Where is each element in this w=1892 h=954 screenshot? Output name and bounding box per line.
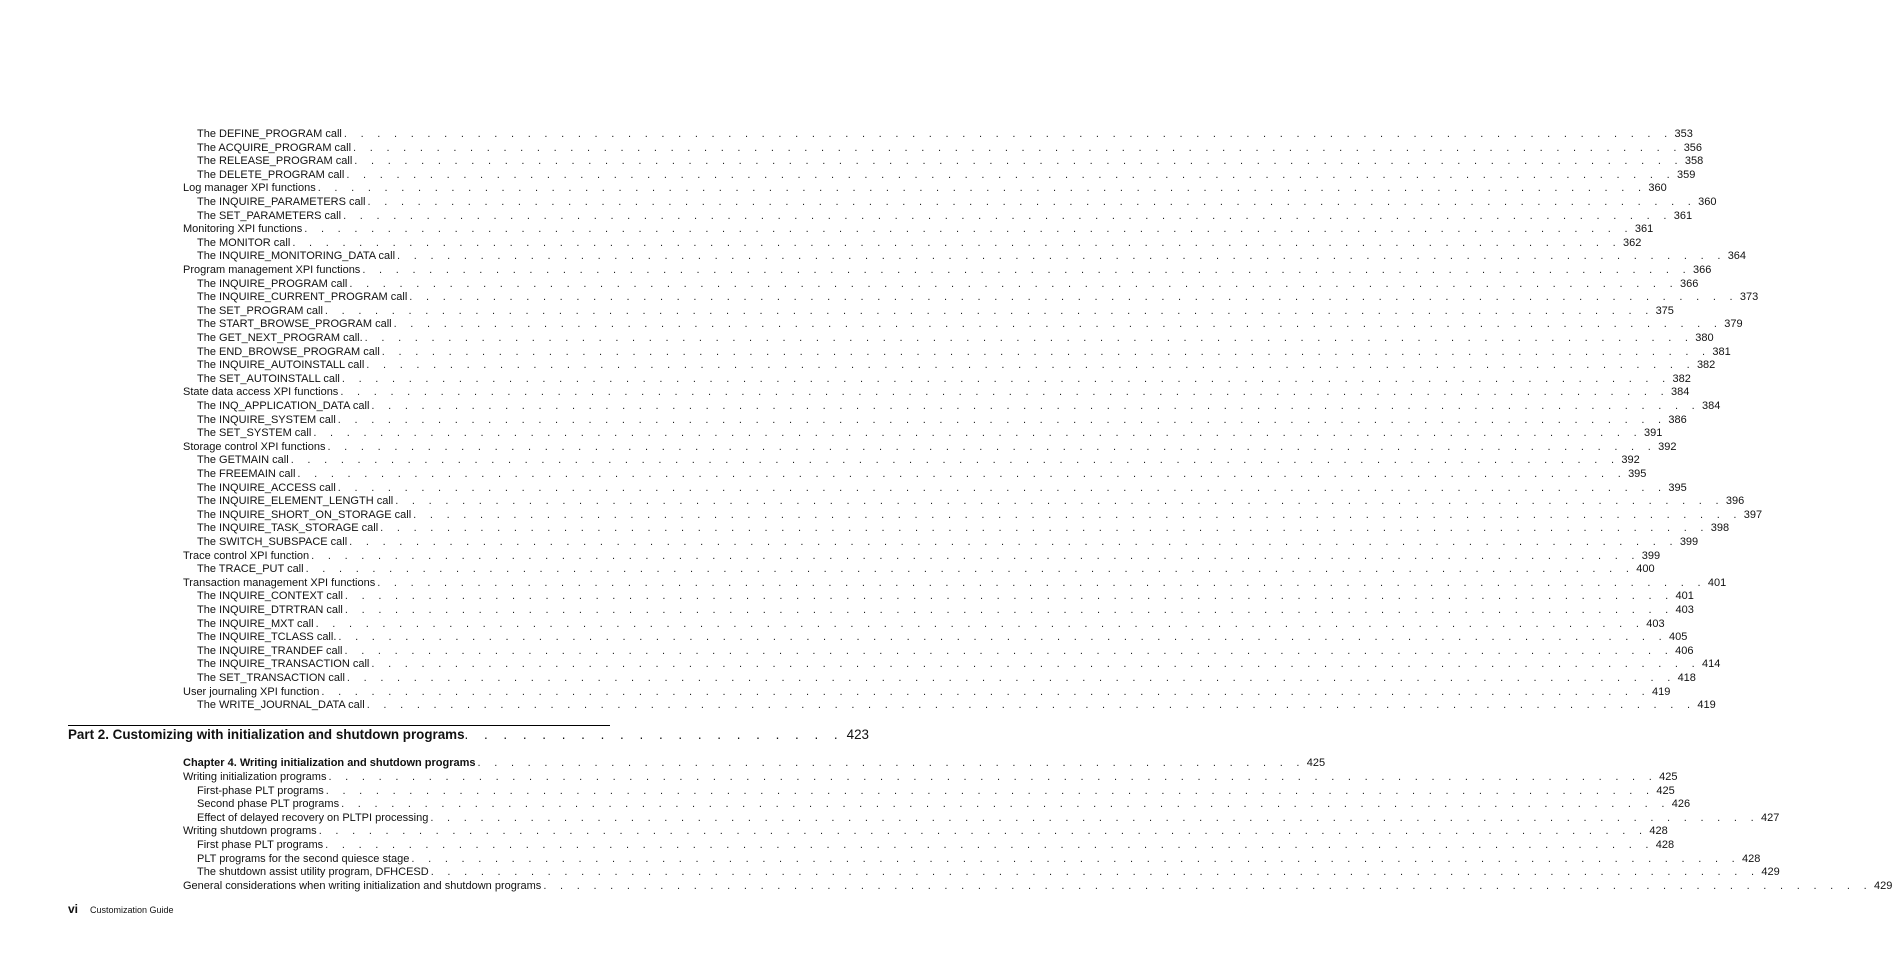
dot-leader: . . . . . . . . . . . . . . . . . . . . . . . . . . . . . . . . . . . . . . . . . . . . . . . . . . . . . . . . . . . . . . . . . . . . . . . . . . . . . . . . [397, 250, 1726, 263]
toc-subsection-entry[interactable] [197, 453, 1640, 467]
dot-leader: . . . . . . . . . . . . . . . . . . . . . . . . . . . . . . . . . . . . . . . . . . . . . . . . . . . . . . . . . . . . . . . . . . . . . . . . . . . . . . . . [393, 318, 1723, 331]
toc-entry-label: The GETMAIN call [197, 454, 289, 467]
toc-entry-page-number: 403 [1646, 617, 1665, 630]
dot-leader: . . . . . . . . . . . . . . . . . . . . . . . . . . . . . . . . . . . . . . . . . . . . . . . . . . . . . . . . . . . . . . . . . . . . . . . . . . . . . . . . [337, 481, 1667, 494]
toc-entry-page-number: 395 [1668, 481, 1687, 494]
dot-leader: . . . . . . . . . . . . . . . . . . . . . . . . . . . . . . . . . . . . . . . . . . . . . . . . . . . . . . . . . . . . . . . . . . . . . . . . . . . . . . . . [315, 617, 1645, 630]
toc-subsection-entry[interactable] [197, 603, 1694, 617]
toc-subsection-entry[interactable] [197, 644, 1694, 658]
toc-section-entry[interactable] [183, 879, 1892, 893]
dot-leader: . . . . . . . . . . . . . . . . . . . . . . . . . . . . . . . . . . . . . . . . . . . . . . . . . . . . . . . . . . . . . . . . . . . . . . . . . . . . . . . . [328, 771, 1658, 783]
dot-leader: . . . . . . . . . . . . . . . . . . . . . . . . . . . . . . . . . . . . . . . . . . . . . . . . . . . . . . . . . . . . . . . . . . . . . . . . . . . . . . . . [341, 798, 1670, 811]
toc-entry-page-number: 392 [1658, 440, 1677, 453]
toc-entry-label: The DEFINE_PROGRAM call [197, 128, 342, 140]
toc-entry-page-number: 382 [1672, 372, 1691, 385]
dot-leader: . . . . . . . . . . . . . . . . . . . . . . . . . . . . . . . . . . . . . . . . . . . . . . . . . . . . . . . . . . . . . . . . . . . . . . . . . . . . . . . . [411, 852, 1741, 865]
toc-entry-label: The INQUIRE_TRANDEF call [197, 644, 343, 657]
toc-section-entry[interactable] [183, 576, 1727, 590]
toc-part-heading[interactable] [68, 726, 869, 744]
toc-entry-page-number: 382 [1696, 359, 1716, 372]
dot-leader: . . . . . . . . . . . . . . . . . . . . . . . . . . . . . . . . . . . . . . . . . . . . . . . . . . . . . . . . . . . . . . . . . . . . . . . . . . . . . . . . [317, 182, 1647, 195]
toc-entry-label: The INQUIRE_DTRTRAN call [197, 604, 343, 616]
toc-entry-label: The START_BROWSE_PROGRAM call [197, 318, 392, 331]
dot-leader: . . . . . . . . . . . . . . . . . . . . . . . . . . . . . . . . . . . . . . . . . . . . . . . . . . . . . . . . . . . . . . . . . . . . . . . . . . . . . . . . [297, 468, 1627, 480]
toc-entry-label: First-phase PLT programs [197, 784, 324, 797]
toc-entry-page-number: 401 [1707, 576, 1727, 589]
footer-book-title: Customization Guide [90, 905, 174, 915]
toc-entry-page-number: 427 [1760, 811, 1780, 824]
toc-subsection-entry[interactable] [197, 671, 1696, 685]
dot-leader: . . . . . . . . . . . . . . . . . . . . . . . . . . . . . . . . . . . . . . . . . . . . . . . . . . . . . . . . . . . . . . . . . . . . . . . . . . . . . . . . [325, 839, 1654, 851]
toc-entry-label: The DELETE_PROGRAM call [197, 168, 345, 181]
dot-leader: . . . . . . . . . . . . . . . . . . . . . . . . . . . . . . . . . . . . . . . . . . . . . . . . . . . . . . . . . . . . . . . . . . . . . . . . . . . . . . . . [377, 576, 1706, 589]
toc-entry-label: The INQUIRE_AUTOINSTALL call [197, 359, 365, 372]
toc-entry-label: The INQUIRE_TASK_STORAGE call [197, 522, 379, 535]
dot-leader: . . . . . . . . . . . . . . . . . . . . . . . . . . . . . . . . . . . . . . . . . . . . . . . . . . . . . . . . . . . . . . . . . . . . . . . . . . . . . . . . [366, 359, 1695, 372]
toc-entry-label: The TRACE_PUT call [197, 563, 304, 576]
toc-entry-page-number: 425 [1656, 784, 1675, 797]
chapter-page-number: 425 [1306, 757, 1326, 769]
dot-leader: . . . . . . . . . . . . . . . . . . . . . . . . . . . . . . . . . . . . . . . . . . . . . . . . . . . . . . . . . . . . . . . . . . . . . . . . . . . . . . . . [430, 811, 1759, 824]
toc-entry-page-number: 381 [1712, 345, 1731, 358]
toc-entry-label: The INQUIRE_MXT call [197, 617, 314, 630]
toc-subsection-entry[interactable] [197, 372, 1691, 386]
toc-entry-label: Program management XPI functions [183, 264, 361, 276]
toc-entry-label: The INQUIRE_TCLASS call. [197, 631, 337, 644]
toc-subsection-entry[interactable] [197, 127, 1693, 141]
toc-entry-label: The SET_AUTOINSTALL call [197, 372, 340, 385]
toc-section-entry[interactable] [183, 222, 1654, 236]
toc-entry-label: The FREEMAIN call [197, 468, 296, 480]
toc-entry-label: PLT programs for the second quiesce stage [197, 852, 410, 865]
toc-entry-page-number: 396 [1725, 495, 1745, 508]
toc-entry-label: The INQUIRE_ACCESS call [197, 481, 336, 494]
toc-subsection-entry[interactable] [197, 345, 1731, 359]
toc-subsection-entry[interactable] [197, 209, 1693, 223]
dot-leader: . . . . . . . . . . . . . . . . . . . . . . . . . . . . . . . . . . . . . . . . . . . . . . . . . . . . . . . . . . . . . . . . . . . . . . . . . . . . . . . . [346, 168, 1675, 181]
toc-subsection-entry[interactable] [197, 195, 1717, 209]
page-footer [68, 902, 174, 916]
toc-subsection-entry[interactable] [197, 494, 1745, 508]
toc-subsection-entry[interactable] [197, 481, 1687, 495]
toc-subsection-entry[interactable] [197, 154, 1704, 168]
toc-entry-label: The INQUIRE_SYSTEM call [197, 413, 336, 426]
dot-leader: . . . . . . . . . . . . . . . . . . . . . . . . . . . . . . . . . . . . . . . . . . . . . . . . . . . . . . . . . . . . . . . . . . . . . . . . . . . . . . . . [346, 672, 1676, 684]
toc-entry-page-number: 375 [1655, 304, 1674, 317]
toc-entry-page-number: 418 [1677, 672, 1696, 684]
dot-leader: . . . . . . . . . . . . . . . . . . . . . . . . . . . . . . . . . . . . . . . . . . . . . . . . . . . . . . . . . . . . . . . . . . . . . . . . . . . . . . . . [324, 304, 1654, 317]
toc-entry-label: The INQUIRE_TRANSACTION call [197, 658, 370, 671]
toc-subsection-entry[interactable] [197, 589, 1694, 603]
dot-leader: . . . . . . . . . . . . . . . . . . . . . . . . . . . . . . . . . . . . . . . . . . . . . . . . . . . . . . . . . . . . . . . . . . . . . . . . . . . . . . . . [290, 454, 1620, 467]
dot-leader: . . . . . . . . . . . . . . . . . . . . . . . . . . . . . . . . . . . . . . . . . . . . . . . . . . . . . . . . . . . . . . . . . . . . . . . . . . . . . . . . [343, 128, 1673, 140]
toc-entry-label: The INQUIRE_MONITORING_DATA call [197, 250, 396, 263]
toc-entry-page-number: 353 [1674, 128, 1693, 140]
dot-leader: . . . . . . . . . . . . . . . . . . . . . . . . . . . . . . . . . . . . . . . . . . . . . . . . . . . . . . . . . . . . . . . . . . . . . . . . . . . . . . . . [364, 332, 1694, 344]
dot-leader: . . . . . . . . . . . . . . . . . . . . . . . . . . . . . . . . . . . . . . . . . . . . . . . . . . . . . . . . . . . . . . . . . . . . . . . . . . . . . . . . [430, 866, 1760, 879]
toc-entry-page-number: 429 [1761, 866, 1780, 879]
toc-subsection-entry[interactable] [197, 317, 1743, 331]
toc-entry-label: The SET_SYSTEM call [197, 427, 312, 440]
dot-leader: . . . . . . . . . . . . . . . . . . . . . . . . . . . . . . . . . . . . . . . . . . . . . . . . . . . . . . . . . . . . . . . . . . . . . . . . . . . . . . . . [395, 495, 1724, 508]
toc-section-entry[interactable] [183, 824, 1668, 838]
toc-section-entry[interactable] [183, 181, 1667, 195]
toc-subsection-entry[interactable] [197, 249, 1747, 263]
toc-entry-page-number: 419 [1697, 699, 1716, 712]
toc-entry-page-number: 361 [1673, 209, 1693, 222]
toc-subsection-entry[interactable] [197, 141, 1703, 155]
toc-entry-page-number: 359 [1676, 168, 1696, 181]
toc-subsection-entry[interactable] [197, 535, 1699, 549]
toc-subsection-entry[interactable] [197, 865, 1780, 879]
toc-entry-page-number: 405 [1669, 631, 1688, 644]
dot-leader: . . . . . . . . . . . . . . . . . . . . . . . . . . . . . . . . . . . . . . . . . . . . . . . . . . . . . . . . . . . . . . . . . . . . . . . . . . . . . . . . [292, 236, 1621, 249]
toc-section-entry[interactable] [183, 263, 1712, 277]
dot-leader: . . . . . . . . . . . . . . . . . . . . . . . . . . . . . . . . . . . . . . . . . . . . . . . . . . . . . . . . . . . . . . . . . . . . . . . . . . . . . . . . [371, 658, 1701, 671]
toc-entry-page-number: 414 [1702, 658, 1721, 671]
toc-entry-page-number: 384 [1670, 386, 1690, 399]
dot-leader: . . . . . . . . . . . . . . . . . . . . . . . . . . . . . . . . . . . . . . . . . . . . . . . . . . . . . . . . . . . . . . . . . . . . . . . . . . . . . . . . [313, 427, 1642, 440]
toc-subsection-entry[interactable] [197, 797, 1691, 811]
toc-subsection-entry[interactable] [197, 657, 1721, 671]
dot-leader: . . . . . . . . . . . . . . . . . . . . . . . . . . . . . . . . . . . . . . . . . . . . . . . . . . [477, 757, 1305, 769]
dot-leader: . . . . . . . . . . . . . . . . . . . . . . . . . . . . . . . . . . . . . . . . . . . . . . . . . . . . . . . . . . . . . . . . . . . . . . . . . . . . . . . . [349, 277, 1679, 290]
toc-entry-label: The END_BROWSE_PROGRAM call [197, 345, 380, 358]
toc-entry-page-number: 397 [1743, 508, 1763, 521]
dot-leader: . . . . . . . . . . . . . . . . . . . . . . . . . . . . . . . . . . . . . . . . . . . . . . . . . . . . . . . . . . . . . . . . . . . . . . . . . . . . . . . . [409, 291, 1738, 304]
toc-subsection-entry[interactable] [197, 838, 1675, 852]
toc-entry-label: General considerations when writing initialization and shutdown programs [183, 879, 542, 892]
dot-leader: . . . . . . . . . . . . . . . . . . . . . . . . . . . . . . . . . . . . . . . . . . . . . . . . . . . . . . . . . . . . . . . . . . . . . . . . . . . . . . . . [371, 400, 1701, 412]
toc-section-entry[interactable] [183, 770, 1678, 784]
toc-entry-page-number: 428 [1655, 839, 1675, 851]
toc-subsection-entry[interactable] [197, 290, 1759, 304]
toc-entry-page-number: 360 [1698, 196, 1717, 208]
toc-subsection-entry[interactable] [197, 168, 1696, 182]
toc-entry-label: The RELEASE_PROGRAM call [197, 155, 353, 168]
toc-entry-label: The INQ_APPLICATION_DATA call [197, 400, 370, 412]
dot-leader: . . . . . . . . . . . . . . . . . . . . . . . . . . . . . . . . . . . . . . . . . . . . . . . . . . . . . . . . . . . . . . . . . . . . . . . . . . . . . . . . [325, 784, 1655, 797]
toc-entry-page-number: 428 [1649, 825, 1668, 838]
toc-entry-page-number: 379 [1724, 318, 1743, 331]
toc-entry-page-number: 384 [1702, 400, 1721, 412]
toc-entry-page-number: 366 [1680, 277, 1699, 290]
toc-entry-page-number: 362 [1622, 236, 1642, 249]
toc-entry-label: User journaling XPI function [183, 685, 320, 698]
dot-leader: . . . . . . . . . . . . . . . . . . . . . . . . . . . . . . . . . . . . . . . . . . . . . . . . . . . . . . . . . . . . . . . . . . . . . . . . . . . . . . . . [367, 196, 1697, 208]
toc-entry-page-number: 366 [1692, 264, 1712, 276]
dot-leader: . . . . . . . . . . . . . . . . . . . . . . . . . . . . . . . . . . . . . . . . . . . . . . . . . . . . . . . . . . . . . . . . . . . . . . . . . . . . . . . . [341, 372, 1671, 385]
dot-leader: . . . . . . . . . . . . . . . . . . . . . . . . . . . . . . . . . . . . . . . . . . . . . . . . . . . . . . . . . . . . . . . . . . . . . . . . . . . . . . . . [344, 590, 1674, 603]
toc-entry-label: The SET_TRANSACTION call [197, 672, 345, 684]
part-title: Part 2. Customizing with initialization and shutdown programs [68, 727, 465, 742]
dot-leader: . . . . . . . . . . . . . . . . . . . . . . . . . . . . . . . . . . . . . . . . . . . . . . . . . . . . . . . . . . . . . . . . . . . . . . . . . . . . . . . . [304, 223, 1633, 236]
dot-leader: . . . . . . . . . . . . . . . . . . . . . . . . . . . . . . . . . . . . . . . . . . . . . . . . . . . . . . . . . . . . . . . . . . . . . . . . . . . . . . . . [340, 386, 1669, 399]
toc-entry-page-number: 373 [1739, 291, 1759, 304]
toc-entry-label: Trace control XPI function [183, 549, 310, 562]
toc-entry-page-number: 400 [1636, 563, 1655, 576]
toc-entry-page-number: 360 [1648, 182, 1667, 195]
toc-subsection-entry[interactable] [197, 331, 1714, 345]
toc-entry-label: The SET_PARAMETERS call [197, 209, 342, 222]
toc-subsection-entry[interactable] [197, 521, 1730, 535]
toc-subsection-entry[interactable] [197, 617, 1665, 631]
dot-leader: . . . . . . . . . . . . . . . . . . . . . . . . . . . . . . . . . . . . . . . . . . . . . . . . . . . . . . . . . . . . . . . . . . . . . . . . . . . . . . . . [380, 522, 1709, 535]
chapter-title: Chapter 4. Writing initialization and shutdown programs [183, 757, 476, 769]
dot-leader: . . . . . . . . . . . . . . . . . . . . . . . . . . . . . . . . . . . . . . . . . . . . . . . . . . . . . . . . . . . . . . . . . . . . . . . . . . . . . . . . [354, 155, 1683, 168]
toc-entry-label: Storage control XPI functions [183, 440, 326, 453]
toc-entry-page-number: 426 [1671, 798, 1691, 811]
toc-entry-label: The GET_NEXT_PROGRAM call. [197, 332, 363, 344]
toc-chapter-heading[interactable] [183, 756, 1326, 770]
toc-subsection-entry[interactable] [197, 426, 1663, 440]
dot-leader: . . . . . . . . . . . . . . . . . . . . . . . . . . . . . . . . . . . . . . . . . . . . . . . . . . . . . . . . . . . . . . . . . . . . . . . . . . . . . . . . [327, 440, 1657, 453]
toc-entry-label: First phase PLT programs [197, 839, 324, 851]
toc-subsection-entry[interactable] [197, 698, 1716, 712]
dot-leader: . . . . . . . . . . . . . . . . . . . . . . . . . . . . . . . . . . . . . . . . . . . . . . . . . . . . . . . . . . . . . . . . . . . . . . . . . . . . . . . . [321, 685, 1650, 698]
toc-entry-page-number: 386 [1668, 413, 1687, 426]
dot-leader: . . . . . . . . . . . . . . . . . . . . . . . . . . . . . . . . . . . . . . . . . . . . . . . . . . . . . . . . . . . . . . . . . . . . . . . . . . . . . . . . [337, 413, 1667, 426]
toc-entry-page-number: 380 [1695, 332, 1714, 344]
dot-leader: . . . . . . . . . . . . . . . . . . . . . . . . . . . . . . . . . . . . . . . . . . . . . . . . . . . . . . . . . . . . . . . . . . . . . . . . . . . . . . . . [344, 604, 1674, 616]
toc-entry-page-number: 395 [1628, 468, 1647, 480]
toc-subsection-entry[interactable] [197, 413, 1687, 427]
toc-subsection-entry[interactable] [197, 358, 1716, 372]
toc-section-entry[interactable] [183, 440, 1677, 454]
toc-subsection-entry[interactable] [197, 304, 1674, 318]
dot-leader: . . . . . . . . . . . . . . . . . . . . . . . . . . . . . . . . . . . . . . . . . . . . . . . . . . . . . . . . . . . . . . . . . . . . . . . . . . . . . . . . [318, 825, 1648, 838]
dot-leader: . . . . . . . . . . . . . . . . . . . . . . . . . . . . . . . . . . . . . . . . . . . . . . . . . . . . . . . . . . . . . . . . . . . . . . . . . . . . . . . . [311, 549, 1640, 562]
toc-entry-label: Effect of delayed recovery on PLTPI processing [197, 811, 429, 824]
toc-entry-label: Second phase PLT programs [197, 798, 340, 811]
dot-leader: . . . . . . . . . . . . . . . . . . . . . . . . . . . . . . . . . . . . . . . . . . . . . . . . . . . . . . . . . . . . . . . . . . . . . . . . . . . . . . . . [413, 508, 1742, 521]
toc-subsection-entry[interactable] [197, 277, 1699, 291]
toc-entry-page-number: 398 [1710, 522, 1730, 535]
toc-entry-page-number: 391 [1643, 427, 1663, 440]
toc-entry-label: The INQUIRE_ELEMENT_LENGTH call [197, 495, 394, 508]
dot-leader: . . . . . . . . . . . . . . . . . . . . . . . . . . . . . . . . . . . . . . . . . . . . . . . . . . . . . . . . . . . . . . . . . . . . . . . . . . . . . . . . [362, 264, 1691, 276]
toc-subsection-entry[interactable] [197, 467, 1647, 481]
toc-subsection-entry[interactable] [197, 562, 1655, 576]
dot-leader: . . . . . . . . . . . . . . . . . . . . [464, 727, 844, 742]
toc-entry-page-number: 392 [1621, 454, 1640, 467]
toc-subsection-entry[interactable] [197, 508, 1763, 522]
toc-entry-page-number: 399 [1641, 549, 1661, 562]
toc-entry-label: The INQUIRE_CONTEXT call [197, 590, 343, 603]
footer-page-number: vi [68, 902, 79, 916]
dot-leader: . . . . . . . . . . . . . . . . . . . . . . . . . . . . . . . . . . . . . . . . . . . . . . . . . . . . . . . . . . . . . . . . . . . . . . . . . . . . . . . . [343, 209, 1672, 222]
dot-leader: . . . . . . . . . . . . . . . . . . . . . . . . . . . . . . . . . . . . . . . . . . . . . . . . . . . . . . . . . . . . . . . . . . . . . . . . . . . . . . . . [349, 536, 1678, 548]
dot-leader: . . . . . . . . . . . . . . . . . . . . . . . . . . . . . . . . . . . . . . . . . . . . . . . . . . . . . . . . . . . . . . . . . . . . . . . . . . . . . . . . [305, 563, 1635, 576]
toc-entry-label: The ACQUIRE_PROGRAM call [197, 141, 352, 154]
toc-subsection-entry[interactable] [197, 811, 1780, 825]
dot-leader: . . . . . . . . . . . . . . . . . . . . . . . . . . . . . . . . . . . . . . . . . . . . . . . . . . . . . . . . . . . . . . . . . . . . . . . . . . . . . . . . [381, 345, 1711, 358]
toc-entry-label: State data access XPI functions [183, 386, 339, 399]
toc-entry-page-number: 401 [1675, 590, 1694, 603]
dot-leader: . . . . . . . . . . . . . . . . . . . . . . . . . . . . . . . . . . . . . . . . . . . . . . . . . . . . . . . . . . . . . . . . . . . . . . . . . . . . . . . . [344, 644, 1674, 657]
toc-section-entry[interactable] [183, 549, 1661, 563]
dot-leader: . . . . . . . . . . . . . . . . . . . . . . . . . . . . . . . . . . . . . . . . . . . . . . . . . . . . . . . . . . . . . . . . . . . . . . . . . . . . . . . . [543, 879, 1872, 892]
toc-entry-page-number: 429 [1873, 879, 1892, 892]
toc-entry-page-number: 425 [1659, 771, 1678, 783]
dot-leader: . . . . . . . . . . . . . . . . . . . . . . . . . . . . . . . . . . . . . . . . . . . . . . . . . . . . . . . . . . . . . . . . . . . . . . . . . . . . . . . . [338, 631, 1668, 644]
toc-entry-page-number: 403 [1675, 604, 1694, 616]
toc-entry-page-number: 361 [1634, 223, 1654, 236]
toc-entry-label: Log manager XPI functions [183, 182, 316, 195]
toc-entry-label: The INQUIRE_PROGRAM call [197, 277, 348, 290]
toc-entry-label: The WRITE_JOURNAL_DATA call [197, 699, 365, 712]
toc-entry-page-number: 358 [1684, 155, 1704, 168]
toc-subsection-entry[interactable] [197, 784, 1675, 798]
toc-subsection-entry[interactable] [197, 399, 1721, 413]
toc-entry-label: The INQUIRE_CURRENT_PROGRAM call [197, 291, 408, 304]
toc-entry-label: Transaction management XPI functions [183, 576, 376, 589]
toc-entry-page-number: 356 [1683, 141, 1703, 154]
toc-section-entry[interactable] [183, 685, 1671, 699]
toc-entry-label: The SWITCH_SUBSPACE call [197, 536, 348, 548]
toc-subsection-entry[interactable] [197, 630, 1688, 644]
toc-entry-label: The shutdown assist utility program, DFHCESD [197, 866, 429, 879]
toc-subsection-entry[interactable] [197, 852, 1761, 866]
dot-leader: . . . . . . . . . . . . . . . . . . . . . . . . . . . . . . . . . . . . . . . . . . . . . . . . . . . . . . . . . . . . . . . . . . . . . . . . . . . . . . . . [366, 699, 1696, 712]
toc-entry-label: The INQUIRE_PARAMETERS call [197, 196, 366, 208]
toc-entry-page-number: 406 [1675, 644, 1694, 657]
toc-entry-page-number: 364 [1727, 250, 1747, 263]
toc-entry-page-number: 419 [1652, 685, 1671, 698]
toc-entry-label: Writing initialization programs [183, 771, 327, 783]
toc-entry-label: Monitoring XPI functions [183, 223, 303, 236]
toc-entry-label: The MONITOR call [197, 236, 291, 249]
toc-entry-label: The INQUIRE_SHORT_ON_STORAGE call [197, 508, 412, 521]
toc-section-entry[interactable] [183, 385, 1690, 399]
part-page-number: 423 [846, 727, 869, 742]
toc-entry-label: Writing shutdown programs [183, 825, 317, 838]
toc-entry-label: The SET_PROGRAM call [197, 304, 323, 317]
dot-leader: . . . . . . . . . . . . . . . . . . . . . . . . . . . . . . . . . . . . . . . . . . . . . . . . . . . . . . . . . . . . . . . . . . . . . . . . . . . . . . . . [353, 141, 1682, 154]
toc-entry-page-number: 428 [1742, 852, 1761, 865]
toc-subsection-entry[interactable] [197, 236, 1642, 250]
toc-entry-page-number: 399 [1679, 536, 1699, 548]
